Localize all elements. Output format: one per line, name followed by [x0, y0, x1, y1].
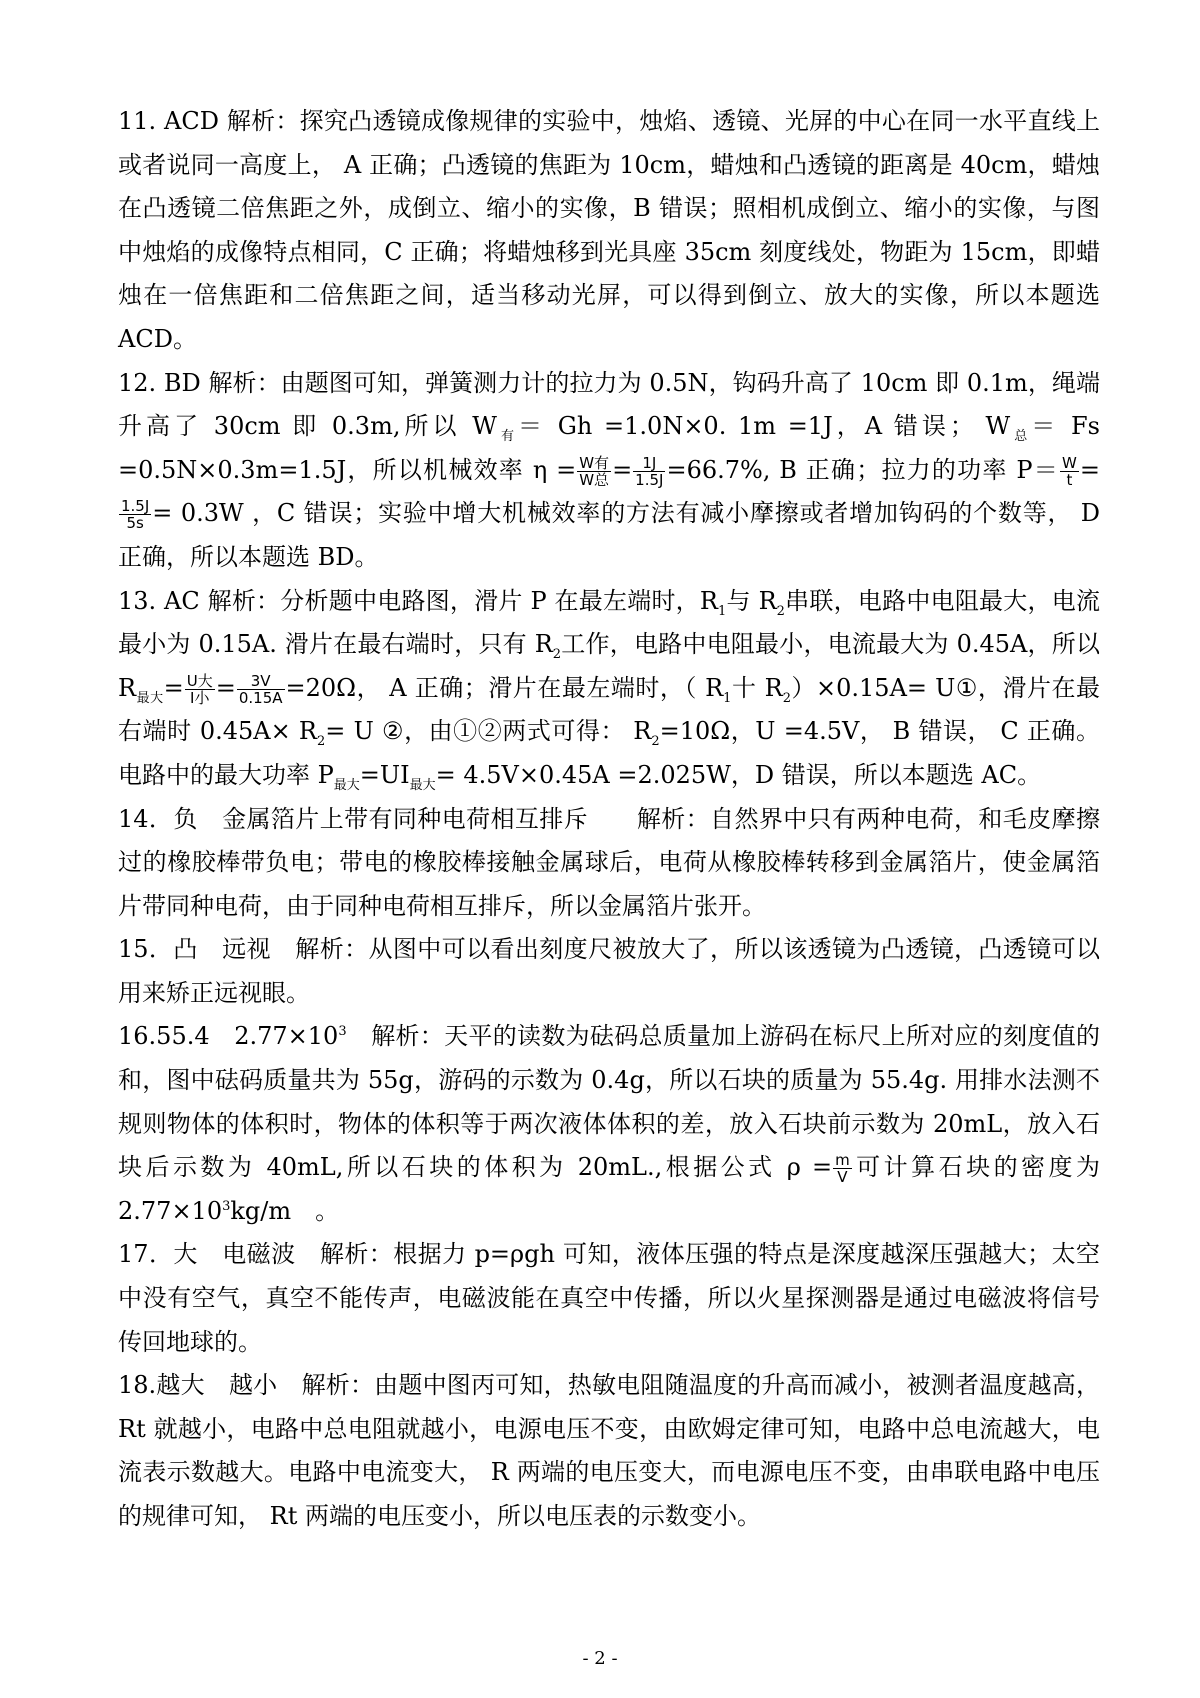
page-number: - 2 -	[582, 1648, 618, 1669]
answer-12: 12. BD 解析：由题图可知，弹簧测力计的拉力为 0.5N，钩码升高了 10cm 即 0.1m，绳端升高了 30cm 即 0.3m,所以 $W_有= Gh =1.0N\times 0$. 1m =1J，A 错误； $W_总= Fs =0.5N\times 0.3m=1.5J$，所以机械效率 η = $\frac{\text{W有}}{\text{W总}}$ = $\frac{1J}{1.5J}$ =66.7%, B 正确；拉力的功率 P＝ $\frac{W}{t}$ = $\frac{1.5J}{5s}$ = 0.3W ，C 错误；实验中增大机械效率的方法有减小摩擦或者增加钩码的个数等， D 正确，所以本题选 BD。	[118, 368, 1100, 571]
power-fraction-symbolic: $\frac{W}{t}$	[1062, 453, 1077, 489]
power-fraction-numeric: $\frac{1.5J}{5s}$	[121, 497, 150, 533]
resistance-fraction-symbolic: $\frac{\text{U大}}{\text{I小}}$	[186, 671, 213, 707]
answer-15: 15．凸 远视 解析：从图中可以看出刻度尺被放大了，所以该透镜为凸透镜，凸透镜可以用来矫正远视眼。	[118, 935, 1100, 1007]
answer-11: 11. ACD 解析：探究凸透镜成像规律的实验中，烛焰、透镜、光屏的中心在同一水平直线上或者说同一高度上， A 正确；凸透镜的焦距为 10cm，蜡烛和凸透镜的距离是 40cm，蜡烛在凸透镜二倍焦距之外，成倒立、缩小的实像，B 错误；照相机成倒立、缩小的实像，与图中烛焰的成像特点相同，C 正确；将蜡烛移到光具座 35cm 刻度线处，物距为 15cm，即蜡烛在一倍焦距和二倍焦距之间，适当移动光屏，可以得到倒立、放大的实像，所以本题选 ACD。	[118, 107, 1100, 353]
efficiency-fraction-numeric: $\frac{1J}{1.5J}$	[635, 453, 664, 489]
answer-16: 16.55.4 $2.77\times 10^3$ 解析：天平的读数为砝码总质量加上游码在标尺上所对应的刻度值的和，图中砝码质量共为 55g，游码的示数为 0.4g，所以石块的质量为 55.4g. 用排水法测不规则物体的体积时，物体的体积等于两次液体体积的差，放入石块前示数为 20mL，放入石块后示数为 40mL,所以石块的体积为 20mL.,根据公式 ρ = $\frac{m}{V}$ 可计算石块的密度为$2.77\times 10^3kg/m$ 。	[118, 1022, 1101, 1225]
answer-18: 18.越大 越小 解析：由题中图丙可知，热敏电阻随温度的升高而减小，被测者温度越高，Rt 就越小，电路中总电阻就越小，电源电压不变，由欧姆定律可知，电路中总电流越大，电流表示数越大。电路中电流变大， R 两端的电压变大，而电源电压不变，由串联电路中电压的规律可知， Rt 两端的电压变小，所以电压表的示数变小。	[118, 1371, 1100, 1530]
answer-17: 17．大 电磁波 解析：根据力 p=ρgh 可知，液体压强的特点是深度越深压强越大；太空中没有空气，真空不能传声，电磁波能在真空中传播，所以火星探测器是通过电磁波将信号传回地球的。	[118, 1240, 1100, 1356]
resistance-fraction-numeric: $\frac{3V}{0.15A}$	[238, 671, 283, 707]
answer-14: 14．负 金属箔片上带有同种电荷相互排斥 解析：自然界中只有两种电荷，和毛皮摩擦过的橡胶棒带负电；带电的橡胶棒接触金属球后，电荷从橡胶棒转移到金属箔片，使金属箔片带同种电荷，由于同种电荷相互排斥，所以金属箔片张开。	[118, 804, 1100, 920]
answer-explanations	[118, 100, 1100, 1539]
efficiency-fraction-symbolic: $\frac{\text{W有}}{\text{W总}}$	[579, 453, 610, 489]
density-fraction: $\frac{m}{V}$	[835, 1151, 850, 1187]
answer-13: 13. AC 解析：分析题中电路图，滑片 P 在最左端时，$R_1$与 $R_2$串联，电路中电阻最大，电流最小为 0.15A. 滑片在最右端时，只有 $R_2$工作，电路中电阻最小，电流最大为 0.45A，所以 $R_{最大}=$ $\frac{\text{U大}}{\text{I小}}$ = $\frac{3V}{0.15A}$ =20Ω， A 正确；滑片在最左端时，（ $R_1$十 $R_2)\times 0.15A=$ U①，滑片在最右端时 $0.45A\times R_2= U$ ②，由①②两式可得： $R_2=10\Omega$，U =4.5V， B 错误， C 正确。电路中的最大功率 $P_{最大}=UI_{最大}= 4.5V\times 0.45A =2.025W$，D 错误，所以本题选 AC。	[118, 586, 1101, 793]
